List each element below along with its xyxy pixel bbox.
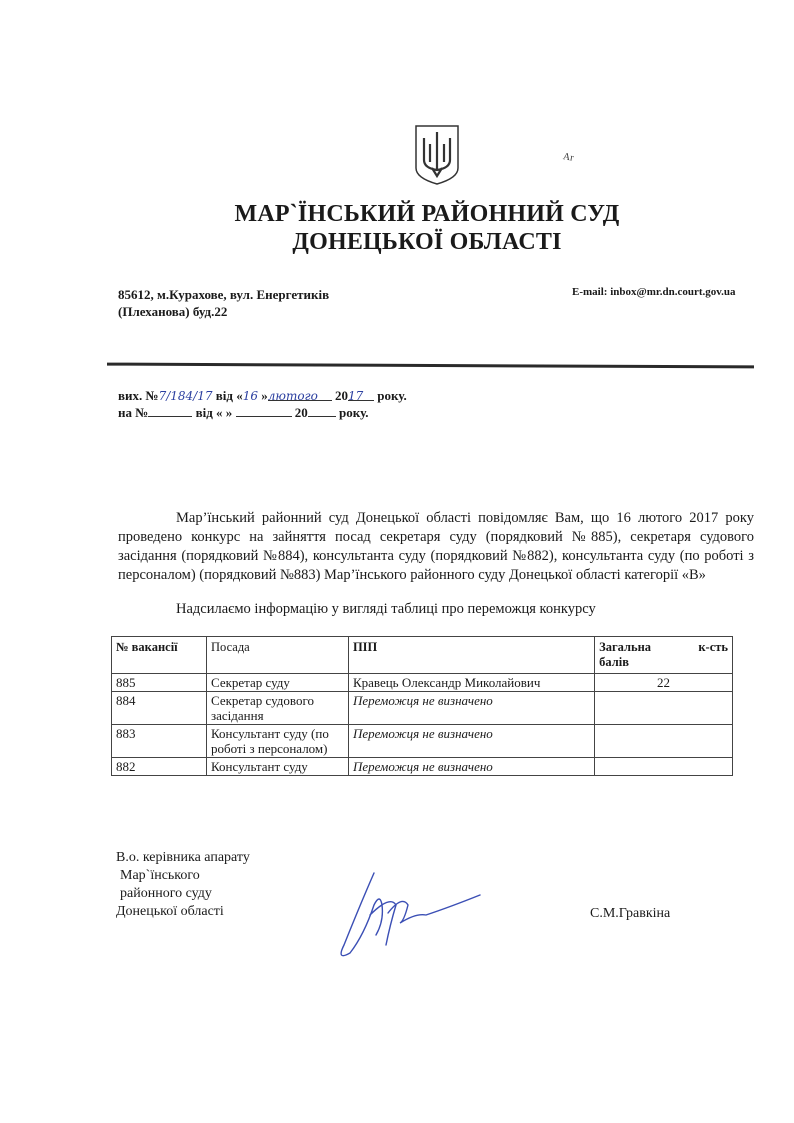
header-divider bbox=[107, 363, 754, 369]
cell-name: Переможця не визначено bbox=[348, 725, 594, 758]
incoming-number-blank bbox=[148, 404, 192, 417]
cell-name: Переможця не визначено bbox=[348, 758, 594, 776]
address-line1: 85612, м.Курахове, вул. Енергетиків bbox=[118, 287, 330, 302]
outgoing-year: 17 bbox=[348, 388, 374, 401]
court-title-line1: МАР`ЇНСЬКИЙ РАЙОННИЙ СУД bbox=[234, 201, 620, 227]
cell-vacancy: 885 bbox=[112, 674, 207, 692]
court-title-line2: ДОНЕЦЬКОЇ ОБЛАСТІ bbox=[292, 229, 562, 255]
signer-name: С.М.Гравкіна bbox=[590, 906, 671, 921]
outgoing-day: 16 bbox=[242, 389, 258, 403]
header-total: Загальна к-сть балів bbox=[595, 637, 733, 674]
outgoing-reference: вих. №7/184/17 від «16 »лютого 2017 року. bbox=[118, 388, 407, 403]
table-row bbox=[112, 758, 733, 776]
handwritten-signature-icon bbox=[330, 865, 490, 965]
table-intro: Надсилаємо інформацію у вигляді таблиці про переможця конкурсу bbox=[176, 601, 596, 617]
cell-position: Консультант суду (по роботі з персоналом) bbox=[206, 725, 348, 758]
header-name: ПІП bbox=[348, 637, 594, 674]
cell-score bbox=[595, 692, 733, 725]
cell-vacancy: 884 bbox=[112, 692, 207, 725]
header-position: Посада bbox=[206, 637, 348, 674]
trident-coat-of-arms-icon bbox=[414, 124, 460, 186]
cell-score bbox=[595, 725, 733, 758]
body-paragraph: Мар’їнський районний суд Донецької області повідомляє Вам, що 16 лютого 2017 року проведено конкурс на зайняття посад секретаря суду (порядковий №885), секретаря судового засідання (порядковий №884), консультанта суду (порядковий №882), консультанта суду (по роботі з персоналом) (порядковий №883) Мар’їнського районного суду Донецької області категорії «В» bbox=[118, 510, 754, 583]
court-address bbox=[118, 286, 329, 320]
cell-score bbox=[595, 758, 733, 776]
incoming-reference: на № від « » 20 року. bbox=[118, 405, 369, 420]
vacancy-table bbox=[111, 636, 733, 776]
table-row bbox=[112, 725, 733, 758]
cell-vacancy: 882 bbox=[112, 758, 207, 776]
table-row bbox=[112, 674, 733, 692]
court-email: E-mail: inbox@mr.dn.court.gov.ua bbox=[572, 286, 736, 298]
table-row bbox=[112, 692, 733, 725]
cell-position: Консультант суду bbox=[206, 758, 348, 776]
outgoing-month: лютого bbox=[268, 388, 332, 401]
incoming-year-blank bbox=[308, 404, 336, 417]
cell-name: Переможця не визначено bbox=[348, 692, 594, 725]
cell-score: 22 bbox=[595, 674, 733, 692]
cell-name: Кравець Олександр Миколайович bbox=[348, 674, 594, 692]
corner-mark: Ar bbox=[562, 151, 575, 164]
cell-position: Секретар суду bbox=[206, 674, 348, 692]
header-vacancy: № вакансії bbox=[112, 637, 207, 674]
table-header-row bbox=[112, 637, 733, 674]
signer-title: В.о. керівника апарату Мар`їнського районного суду Донецької області bbox=[116, 850, 250, 919]
address-line2: (Плеханова) буд.22 bbox=[118, 304, 228, 319]
incoming-month-blank bbox=[236, 404, 292, 417]
outgoing-number: 7/184/17 bbox=[158, 389, 213, 403]
cell-vacancy: 883 bbox=[112, 725, 207, 758]
cell-position: Секретар судового засідання bbox=[206, 692, 348, 725]
